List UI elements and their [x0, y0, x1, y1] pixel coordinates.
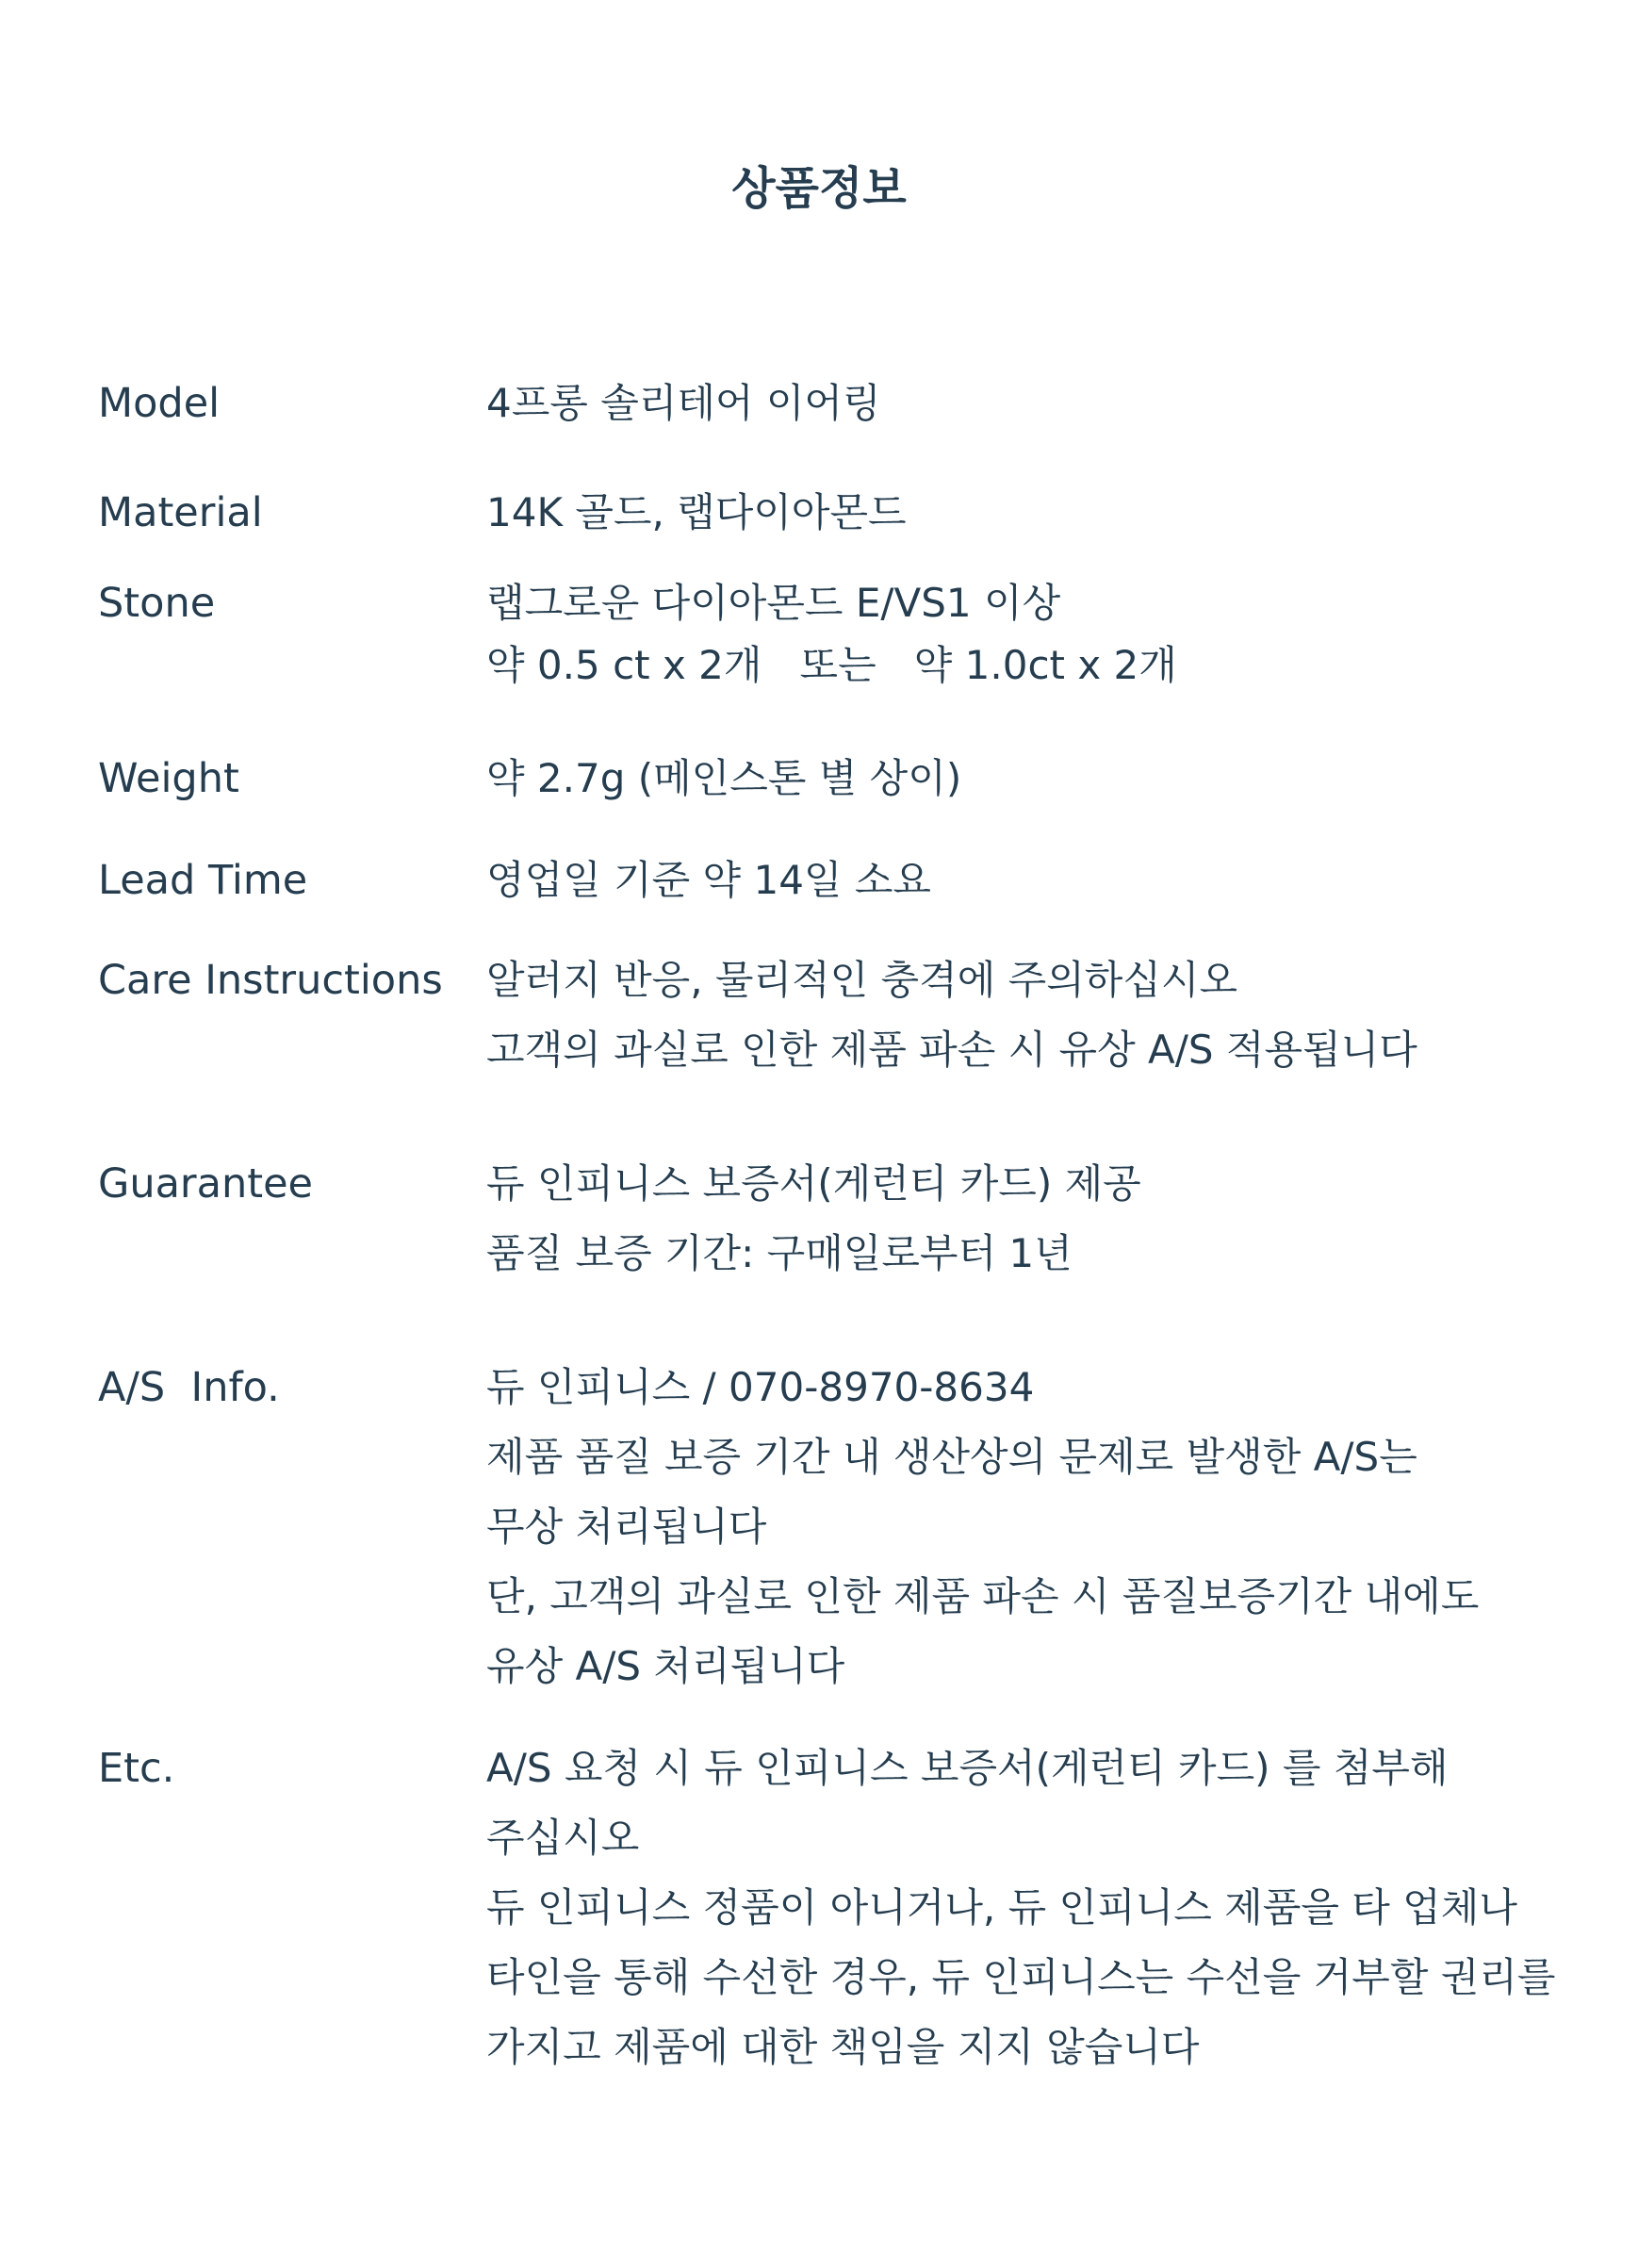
spec-value-line: 무상 처리됩니다	[486, 1504, 767, 1550]
spec-label: Etc.	[98, 1745, 175, 1792]
spec-value-line: 가지고 제품에 대한 책임을 지지 않습니다	[486, 2024, 1200, 2070]
spec-label: Lead Time	[98, 857, 308, 904]
spec-value	[486, 579, 1617, 703]
spec-value	[486, 1744, 1617, 2093]
spec-value	[486, 856, 1617, 918]
spec-value	[486, 754, 1617, 816]
page-title: 상품정보	[731, 162, 907, 215]
spec-value-line: 품질 보증 기간: 구매일로부터 1년	[486, 1230, 1073, 1276]
spec-label: Material	[98, 489, 263, 536]
spec-value-line: 타인을 통해 수선한 경우, 듀 인피니스는 수선을 거부할 권리를	[486, 1954, 1556, 2000]
spec-value-line: 유상 A/S 처리됩니다	[486, 1643, 845, 1689]
spec-label: Weight	[98, 755, 239, 802]
spec-label: Model	[98, 380, 221, 427]
spec-value	[486, 488, 1617, 551]
spec-value-line: 14K 골드, 랩다이아몬드	[486, 489, 907, 535]
spec-value	[486, 1363, 1617, 1712]
spec-value-line: 약 0.5 ct x 2개 또는 약 1.0ct x 2개	[486, 642, 1177, 688]
spec-value-line: 주십시오	[486, 1815, 640, 1861]
spec-value	[486, 956, 1617, 1095]
spec-value	[486, 1159, 1617, 1299]
spec-value-line: 알러지 반응, 물리적인 충격에 주의하십시오	[486, 957, 1238, 1003]
spec-label: A/S Info.	[98, 1364, 280, 1411]
spec-value-line: 듀 인피니스 보증서(게런티 카드) 제공	[486, 1160, 1141, 1207]
spec-label: Stone	[98, 580, 216, 627]
spec-value-line: 단, 고객의 과실로 인한 제품 파손 시 품질보증기간 내에도	[486, 1573, 1480, 1619]
spec-value-line: 듀 인피니스 / 070-8970-8634	[486, 1364, 1035, 1410]
spec-value-line: A/S 요청 시 듀 인피니스 보증서(게런티 카드) 를 첨부해	[486, 1745, 1449, 1791]
spec-label: Guarantee	[98, 1160, 313, 1208]
spec-value-line: 영업일 기준 약 14일 소요	[486, 857, 931, 903]
spec-value-line: 약 2.7g (메인스톤 별 상이)	[486, 755, 962, 801]
spec-value-line: 랩그로운 다이아몬드 E/VS1 이상	[486, 580, 1061, 626]
spec-value	[486, 379, 1617, 441]
spec-value-line: 제품 품질 보증 기간 내 생산상의 문제로 발생한 A/S는	[486, 1434, 1417, 1480]
spec-value-line: 듀 인피니스 정품이 아니거나, 듀 인피니스 제품을 타 업체나	[486, 1884, 1517, 1931]
spec-value-line: 고객의 과실로 인한 제품 파손 시 유상 A/S 적용됩니다	[486, 1027, 1417, 1073]
spec-value-line: 4프롱 솔리테어 이어링	[486, 380, 881, 426]
spec-label: Care Instructions	[98, 957, 443, 1004]
